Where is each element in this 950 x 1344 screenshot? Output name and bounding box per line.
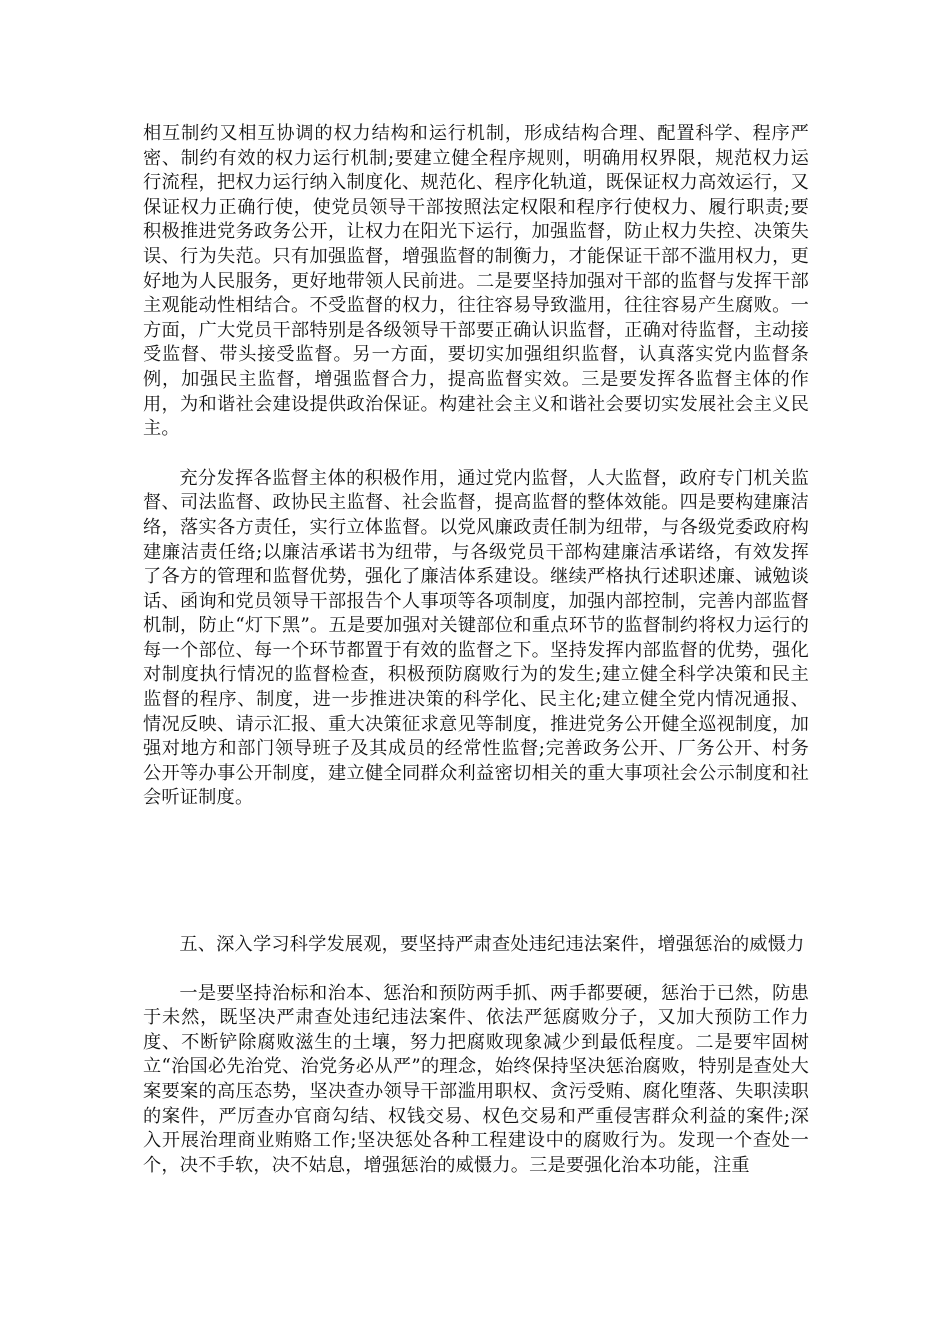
paragraph-spacer [143,958,809,982]
paragraph-spacer [143,442,809,467]
document-page [143,122,809,1178]
section-spacer [143,811,809,933]
section-heading-five: 五、深入学习科学发展观，要坚持严肃查处违纪违法案件，增强惩治的威慑力 [179,934,805,956]
paragraph-supervision-subjects: 充分发挥各监督主体的积极作用，通过党内监督，人大监督，政府专门机关监督、司法监督、政协民主监督、社会监督，提高监督的整体效能。四是要构建廉洁络，落实各方责任，实行立体监督。以党风廉政责任制为纽带，与各级党委政府构建廉洁责任络;以廉洁承诺书为纽带，与各级党员干部构建廉洁承诺络，有效发挥了各方的管理和监督优势，强化了廉洁体系建设。继续严格执行述职述廉、诫勉谈话、函询和党员领导干部报告个人事项等各项制度，加强内部控制，完善内部监督机制，防止“灯下黑”。五是要加强对关键部位和重点环节的监督制约将权力运行的每一个部位、每一个环节都置于有效的监督之下。坚持发挥内部监督的优势，强化对制度执行情况的监督检查，积极预防腐败行为的发生;建立健全科学决策和民主监督的程序、制度，进一步推进决策的科学化、民主化;建立健全党内情况通报、情况反映、请示汇报、重大决策征求意见等制度，推进党务公开健全巡视制度，加强对地方和部门领导班子及其成员的经常性监督;完善政务公开、厂务公开、村务公开等办事公开制度，建立健全同群众利益密切相关的重大事项社会公示制度和社会听证制度。 [143,467,809,809]
paragraph-power-mechanism: 相互制约又相互协调的权力结构和运行机制，形成结构合理、配置科学、程序严密、制约有效的权力运行机制;要建立健全程序规则，明确用权界限，规范权力运行流程，把权力运行纳入制度化、规范化、程序化轨道，既保证权力高效运行，又保证权力正确行使，使党员领导干部按照法定权限和程序行使权力、履行职责;要积极推进党务政务公开，让权力在阳光下运行，加强监督，防止权力失控、决策失误、行为失范。只有加强监督，增强监督的制衡力，才能保证干部不滥用权力，更好地为人民服务，更好地带领人民前进。二是要坚持加强对干部的监督与发挥干部主观能动性相结合。不受监督的权力，往往容易导致滥用，往往容易产生腐败。一方面，广大党员干部特别是各级领导干部要正确认识监督，正确对待监督，主动接受监督、带头接受监督。另一方面，要切实加强组织监督，认真落实党内监督条例，加强民主监督，增强监督合力，提高监督实效。三是要发挥各监督主体的作用，为和谐社会建设提供政治保证。构建社会主义和谐社会要切实发展社会主义民主。 [143,123,809,440]
paragraph-punishment-prevention: 一是要坚持治标和治本、惩治和预防两手抓、两手都要硬，惩治于已然，防患于未然，既坚决严肃查处违纪违法案件、依法严惩腐败分子，又加大预防工作力度、不断铲除腐败滋生的土壤，努力把腐败现象减少到最低程度。二是要牢固树立“治国必先治党、治党务必从严”的理念，始终保持坚决惩治腐败，特别是查处大案要案的高压态势，坚决查办领导干部滥用职权、贪污受贿、腐化堕落、失职渎职的案件，严厉查办官商勾结、权钱交易、权色交易和严重侵害群众利益的案件;深入开展治理商业贿赂工作;坚决惩处各种工程建设中的腐败行为。发现一个查处一个，决不手软，决不姑息，增强惩治的威慑力。三是要强化治本功能，注重 [143,982,809,1176]
